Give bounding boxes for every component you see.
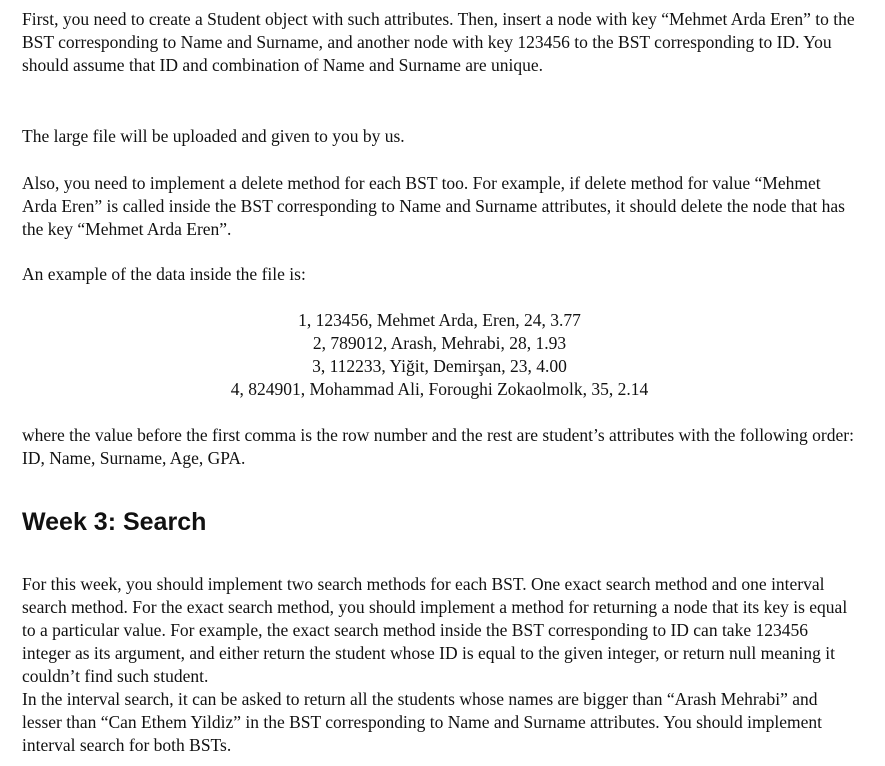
- week3-heading: Week 3: Search: [22, 508, 207, 536]
- where-paragraph: where the value before the first comma is the row number and the rest are student’s attributes with the following order: ID, Name, Surname, Age, GPA.: [22, 425, 854, 468]
- data-row: 3, 112233, Yiğit, Demirşan, 23, 4.00: [312, 356, 567, 376]
- week3-body: [22, 573, 857, 757]
- data-row: 4, 824901, Mohammad Ali, Foroughi Zokaolmolk, 35, 2.14: [230, 379, 649, 399]
- intro-paragraph: First, you need to create a Student object with such attributes. Then, insert a node with key “Mehmet Arda Eren” to the BST corresponding to Name and Surname, and another node with key 123456 to the BST corresponding to ID. You should assume that ID and combination of Name and Surname are unique.: [22, 9, 855, 75]
- data-row: 2, 789012, Arash, Mehrabi, 28, 1.93: [312, 333, 567, 353]
- data-row: 1, 123456, Mehmet Arda, Eren, 24, 3.77: [298, 310, 581, 330]
- interval-paragraph: In the interval search, it can be asked to return all the students whose names are bigger than “Arash Mehrabi” and lesser than “Can Ethem Yildiz” in the BST corresponding to Name and Surname attributes. You should implement interval search for both BSTs.: [22, 689, 823, 755]
- example-intro-paragraph: An example of the data inside the file is:: [22, 264, 306, 284]
- delete-paragraph: Also, you need to implement a delete method for each BST too. For example, if delete method for value “Mehmet Arda Eren” is called inside the BST corresponding to Name and Surname attributes, it should delete the node that has the key “Mehmet Arda Eren”.: [22, 173, 845, 239]
- data-example-block: [22, 309, 857, 401]
- search-paragraph: For this week, you should implement two search methods for each BST. One exact search method and one interval search method. For the exact search method, you should implement a method for returning a node that its key is equal to a particular value. For example, the exact search method inside the BST corresponding to ID can take 123456 integer as its argument, and either return the student whose ID is equal to the given integer, or return null meaning it couldn’t find such student.: [22, 574, 848, 686]
- file-paragraph: The large file will be uploaded and given to you by us.: [22, 126, 405, 146]
